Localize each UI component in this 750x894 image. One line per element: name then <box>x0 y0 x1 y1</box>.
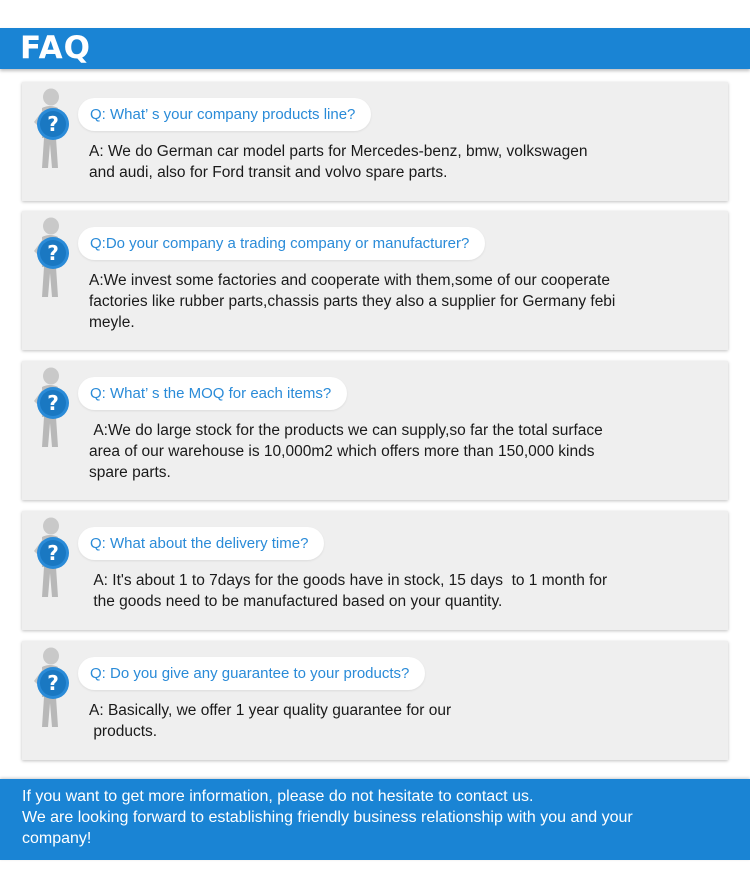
answer-text: A:We invest some factories and cooperate with them,some of our cooperate factories like rubber parts,chassis parts they also a supplier for Germany febi meyle. <box>89 272 616 331</box>
question-person-icon <box>30 88 76 174</box>
question-person-icon <box>30 367 76 453</box>
svg-text:?: ? <box>47 391 59 415</box>
faq-card <box>22 361 728 500</box>
footer-text <box>22 786 742 849</box>
page-title: FAQ <box>20 30 91 66</box>
answer-text: A:We do large stock for the products we can supply,so far the total surface area of our warehouse is 10,000m2 which offers more than 150,000 kinds spare parts. <box>89 422 603 481</box>
contact-footer-bar <box>0 779 750 860</box>
faq-card <box>22 511 728 630</box>
answer-text: A: We do German car model parts for Mercedes-benz, bmw, volkswagen and audi, also for Ford transit and volvo spare parts. <box>89 143 588 181</box>
question-bubble: Q:Do your company a trading company or manufacturer? <box>78 227 485 260</box>
svg-text:?: ? <box>47 112 59 136</box>
question-bubble: Q: Do you give any guarantee to your products? <box>78 657 425 690</box>
footer-line: We are looking forward to establishing friendly business relationship with you and your <box>22 809 633 826</box>
question-person-icon <box>30 647 76 733</box>
question-bubble: Q: What’ s the MOQ for each items? <box>78 377 347 410</box>
question-person-icon <box>30 517 76 603</box>
faq-card <box>22 82 728 201</box>
svg-text:?: ? <box>47 241 59 265</box>
question-person-icon <box>30 217 76 303</box>
faq-card <box>22 211 728 350</box>
question-bubble: Q: What’ s your company products line? <box>78 98 371 131</box>
svg-text:?: ? <box>47 671 59 695</box>
svg-text:?: ? <box>47 541 59 565</box>
faq-header-bar <box>0 28 750 69</box>
faq-card <box>22 641 728 760</box>
answer-text: A: It's about 1 to 7days for the goods have in stock, 15 days to 1 month for the goods need to be manufactured based on your quantity. <box>93 572 608 610</box>
footer-line: If you want to get more information, please do not hesitate to contact us. <box>22 788 534 805</box>
question-bubble: Q: What about the delivery time? <box>78 527 324 560</box>
footer-line: company! <box>22 830 92 847</box>
answer-text: A: Basically, we offer 1 year quality guarantee for our products. <box>89 702 452 740</box>
